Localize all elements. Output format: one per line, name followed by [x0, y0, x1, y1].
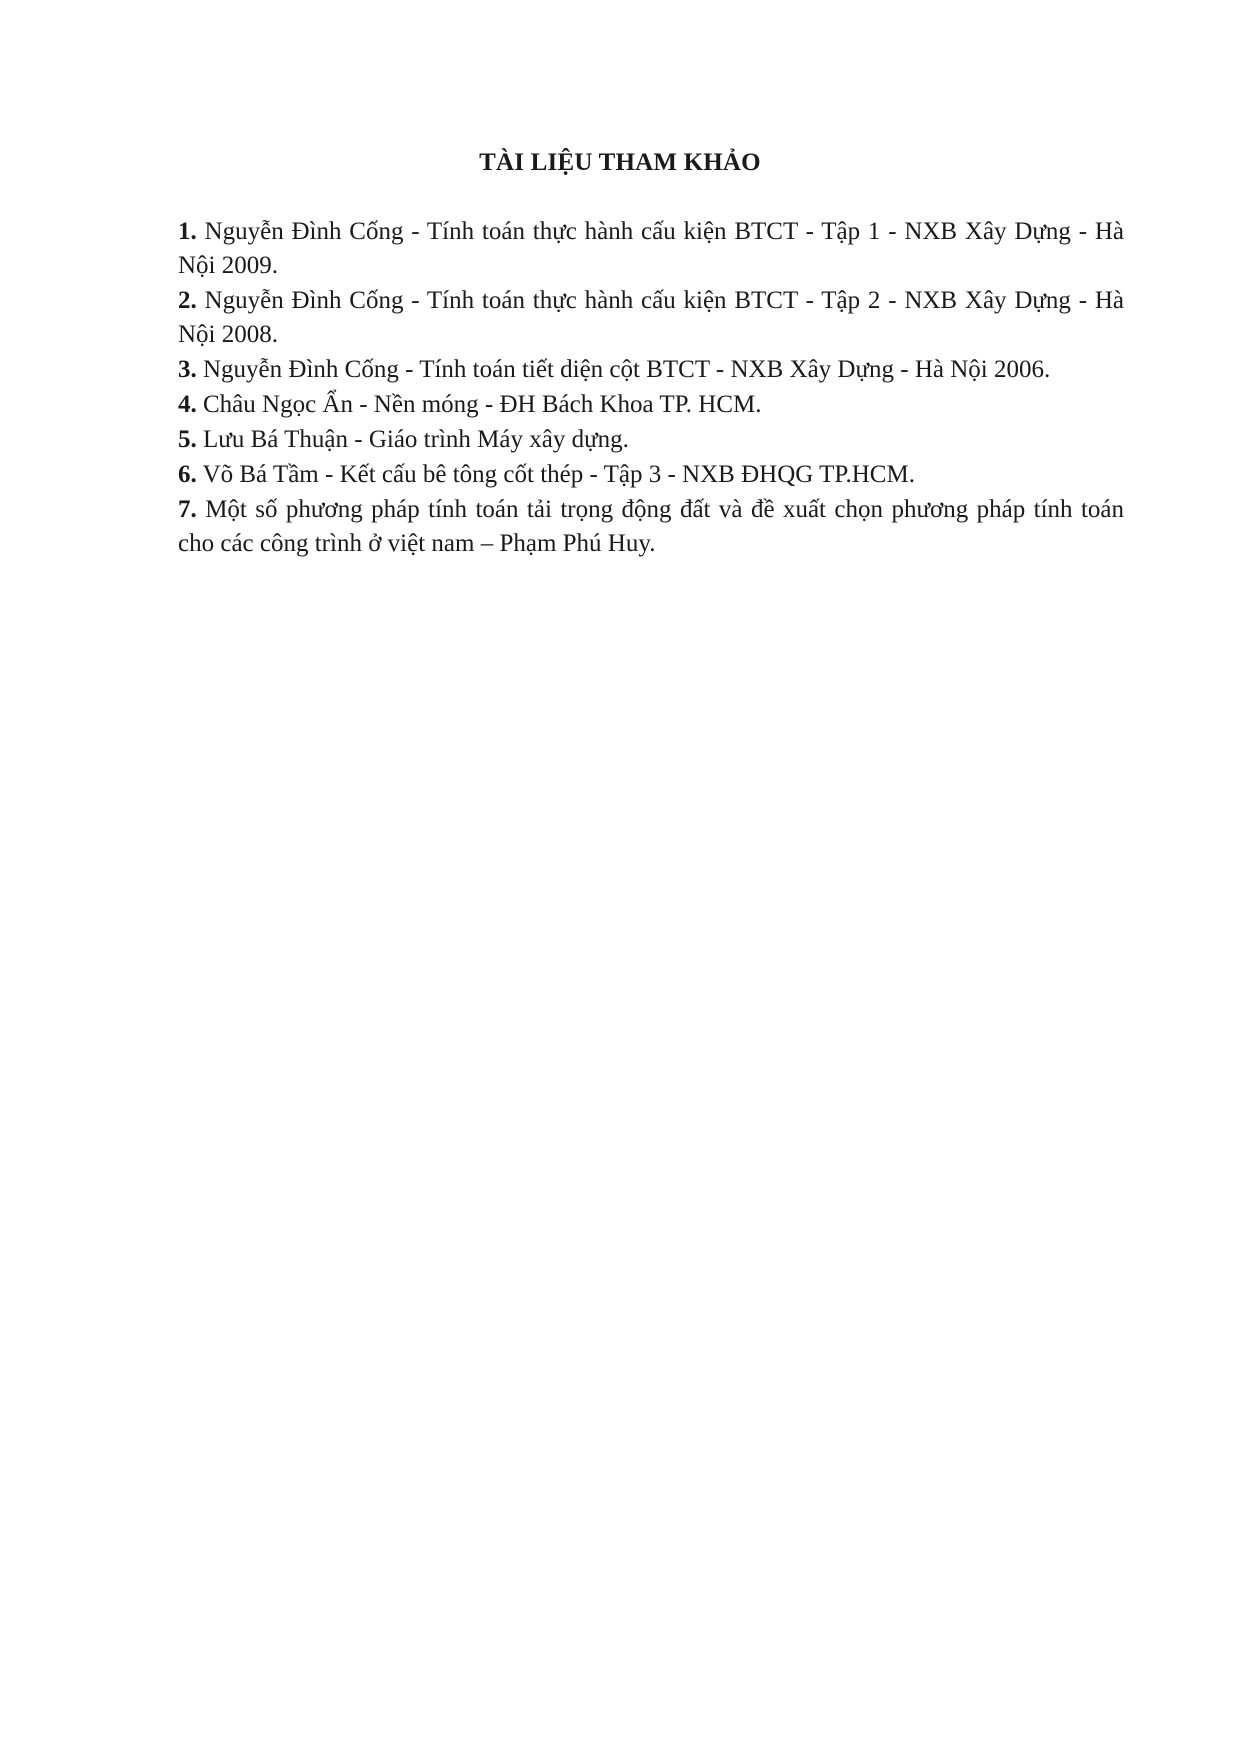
reference-text: Nguyễn Đình Cống - Tính toán thực hành cấu kiện BTCT - Tập 2 - NXB Xây Dựng - Hà Nội 2008.	[178, 287, 1124, 348]
reference-number: 3.	[178, 356, 197, 383]
reference-item	[178, 353, 1124, 387]
reference-text: Võ Bá Tầm - Kết cấu bê tông cốt thép - Tập 3 - NXB ĐHQG TP.HCM.	[202, 461, 915, 488]
reference-number: 2.	[178, 287, 197, 314]
reference-number: 7.	[178, 496, 197, 523]
reference-number: 1.	[178, 218, 197, 245]
reference-text: Nguyễn Đình Cống - Tính toán tiết diện cột BTCT - NXB Xây Dựng - Hà Nội 2006.	[203, 356, 1051, 383]
reference-item	[178, 284, 1124, 352]
reference-text: Châu Ngọc Ẩn - Nền móng - ĐH Bách Khoa TP. HCM.	[203, 391, 762, 418]
reference-number: 4.	[178, 391, 197, 418]
reference-item	[178, 458, 1124, 492]
reference-number: 6.	[178, 461, 197, 488]
reference-item	[178, 388, 1124, 422]
reference-text: Lưu Bá Thuận - Giáo trình Máy xây dựng.	[203, 426, 629, 453]
reference-text: Nguyễn Đình Cống - Tính toán thực hành cấu kiện BTCT - Tập 1 - NXB Xây Dựng - Hà Nội 2009.	[178, 218, 1124, 279]
page-title: TÀI LIỆU THAM KHẢO	[479, 149, 761, 176]
reference-list	[178, 215, 1124, 562]
reference-item	[178, 493, 1124, 561]
reference-text: Một số phương pháp tính toán tải trọng động đất và đề xuất chọn phương pháp tính toán cho các công trình ở việt nam – Phạm Phú Huy.	[178, 496, 1125, 557]
reference-number: 5.	[178, 426, 197, 453]
reference-item	[178, 423, 1124, 457]
reference-item	[178, 215, 1124, 283]
